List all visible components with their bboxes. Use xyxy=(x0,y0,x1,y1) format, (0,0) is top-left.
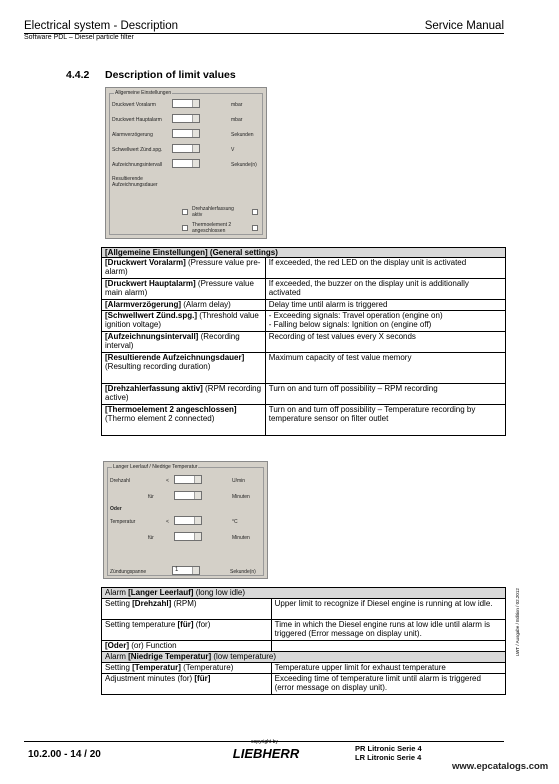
unit-label: mbar xyxy=(231,117,243,123)
checkbox-label: Thermoelement 2 xyxy=(192,222,232,228)
temperature-minutes-spinbox[interactable] xyxy=(174,532,202,541)
resulting-label: Resultierende xyxy=(112,176,143,182)
alarm-limits-table xyxy=(101,587,506,695)
rpm-label: Drehzahl xyxy=(110,478,131,484)
liebherr-logo xyxy=(228,746,304,760)
for-label: für xyxy=(148,494,154,500)
unit-label: Sekunde(n) xyxy=(230,569,256,575)
field-label: Druckwert Hauptalarm xyxy=(112,117,162,123)
table-row: [Oder] (or) Function xyxy=(102,641,506,652)
section-number: 4.4.2 xyxy=(66,69,90,81)
or-label: Oder xyxy=(110,506,122,512)
table-row: [Thermoelement 2 angeschlossen] (Thermo element 2 connected) Turn on and turn off possibility – Temperature recording by temperature sensor on filter outlet xyxy=(102,405,506,436)
section-title: Description of limit values xyxy=(105,69,236,81)
header-subtitle: Software PDL – Diesel particle filter xyxy=(24,34,134,41)
checkbox-label: angeschlossen xyxy=(192,228,226,234)
thermo2-checkbox[interactable] xyxy=(182,225,188,231)
checkbox-label: Drehzahlerfassung xyxy=(192,206,234,212)
checkbox-label: aktiv xyxy=(192,212,203,218)
field-label: Alarmverzögerung xyxy=(112,132,153,138)
page-number: 10.2.00 - 14 / 20 xyxy=(28,749,101,760)
field-label: Druckwert Voralarm xyxy=(112,102,156,108)
edition-note: LWT / Ausgabe / Edition / 02.2012 xyxy=(515,588,520,656)
watermark: www.epcatalogs.com xyxy=(452,761,549,772)
unit-label: Minuten xyxy=(232,494,250,500)
unit-label: Sekunde(n) xyxy=(231,162,257,168)
rpm-limit-spinbox[interactable] xyxy=(174,475,202,484)
table-header: Alarm [Niedrige Temperatur] (low temperature) xyxy=(102,652,506,663)
less-than-label: < xyxy=(166,478,169,484)
unit-label: °C xyxy=(232,519,238,525)
unit-label: U/min xyxy=(232,478,246,484)
header-manual-label: Service Manual xyxy=(424,20,504,32)
section-heading xyxy=(66,69,236,81)
table-row: [Druckwert Voralarm] (Pressure value pre-alarm) If exceeded, the red LED on the display unit is activated xyxy=(102,258,506,279)
temperature-label: Temperatur xyxy=(110,519,136,525)
general-settings-table xyxy=(101,247,506,436)
temperature-limit-spinbox[interactable] xyxy=(174,516,202,525)
table-row: Setting temperature [für] (for) Time in which the Diesel engine runs at low idle until alarm is triggered (Error message on display unit). xyxy=(102,620,506,641)
copyright-label: copyright by xyxy=(251,739,278,745)
field-label: Schwellwert Zünd.spg. xyxy=(112,147,163,153)
table-row: [Drehzahlerfassung aktiv] (RPM recording active) Turn on and turn off possibility – RPM recording xyxy=(102,384,506,405)
rpm-checkbox-secondary[interactable] xyxy=(252,209,258,215)
ignition-threshold-spinbox[interactable] xyxy=(172,144,200,153)
for-label: für xyxy=(148,535,154,541)
group-title: Langer Leerlauf / Niedrige Temperatur xyxy=(113,464,198,470)
rpm-recording-checkbox[interactable] xyxy=(182,209,188,215)
logo-text: LIEBHERR xyxy=(232,746,300,760)
general-settings-dialog xyxy=(105,87,267,239)
table-header: Alarm [Langer Leerlauf] (long low idle) xyxy=(102,588,506,599)
alarm-delay-spinbox[interactable] xyxy=(172,129,200,138)
table-row: [Schwellwert Zünd.spg.] (Threshold value ignition voltage) - Exceeding signals: Travel operation (engine on) - Falling below signals: Ignition on (engine off) xyxy=(102,311,506,332)
idle-minutes-spinbox[interactable] xyxy=(174,491,202,500)
table-header: [Allgemeine Einstellungen] (General settings) xyxy=(102,248,506,258)
thermo2-checkbox-secondary[interactable] xyxy=(252,225,258,231)
recording-interval-spinbox[interactable] xyxy=(172,159,200,168)
ignition-span-spinbox[interactable]: 1 xyxy=(172,566,200,575)
group-title: Allgemeine Einstellungen xyxy=(115,90,172,96)
field-label: Aufzeichnungsintervall xyxy=(112,162,163,168)
header-title: Electrical system - Description xyxy=(24,20,179,32)
unit-label: Minuten xyxy=(232,535,250,541)
less-than-label: < xyxy=(166,519,169,525)
unit-label: Sekunden xyxy=(231,132,254,138)
table-row: Setting [Temperatur] (Temperature) Temperature upper limit for exhaust temperature xyxy=(102,663,506,674)
series-info: PR Litronic Serie 4 LR Litronic Serie 4 xyxy=(355,744,422,762)
unit-label: mbar xyxy=(231,102,243,108)
pressure-prealarm-spinbox[interactable] xyxy=(172,99,200,108)
pressure-mainalarm-spinbox[interactable] xyxy=(172,114,200,123)
resulting-label: Aufzeichnungsdauer xyxy=(112,182,158,188)
table-row: Adjustment minutes (for) [für] Exceeding time of temperature limit until alarm is triggered (error message on display unit). xyxy=(102,674,506,695)
ignition-span-label: Zündungspanne xyxy=(110,569,147,575)
table-row: [Aufzeichnungsintervall] (Recording interval) Recording of test values every X seconds xyxy=(102,332,506,353)
table-row: [Druckwert Hauptalarm] (Pressure value main alarm) If exceeded, the buzzer on the display unit is additionally activated xyxy=(102,279,506,300)
table-row: [Resultierende Aufzeichnungsdauer] (Resulting recording duration) Maximum capacity of test value memory xyxy=(102,353,506,384)
table-row: [Alarmverzögerung] (Alarm delay) Delay time until alarm is triggered xyxy=(102,300,506,311)
unit-label: V xyxy=(231,147,235,153)
table-row: Setting [Drehzahl] (RPM) Upper limit to recognize if Diesel engine is running at low idle. xyxy=(102,599,506,620)
low-idle-dialog xyxy=(103,461,268,579)
